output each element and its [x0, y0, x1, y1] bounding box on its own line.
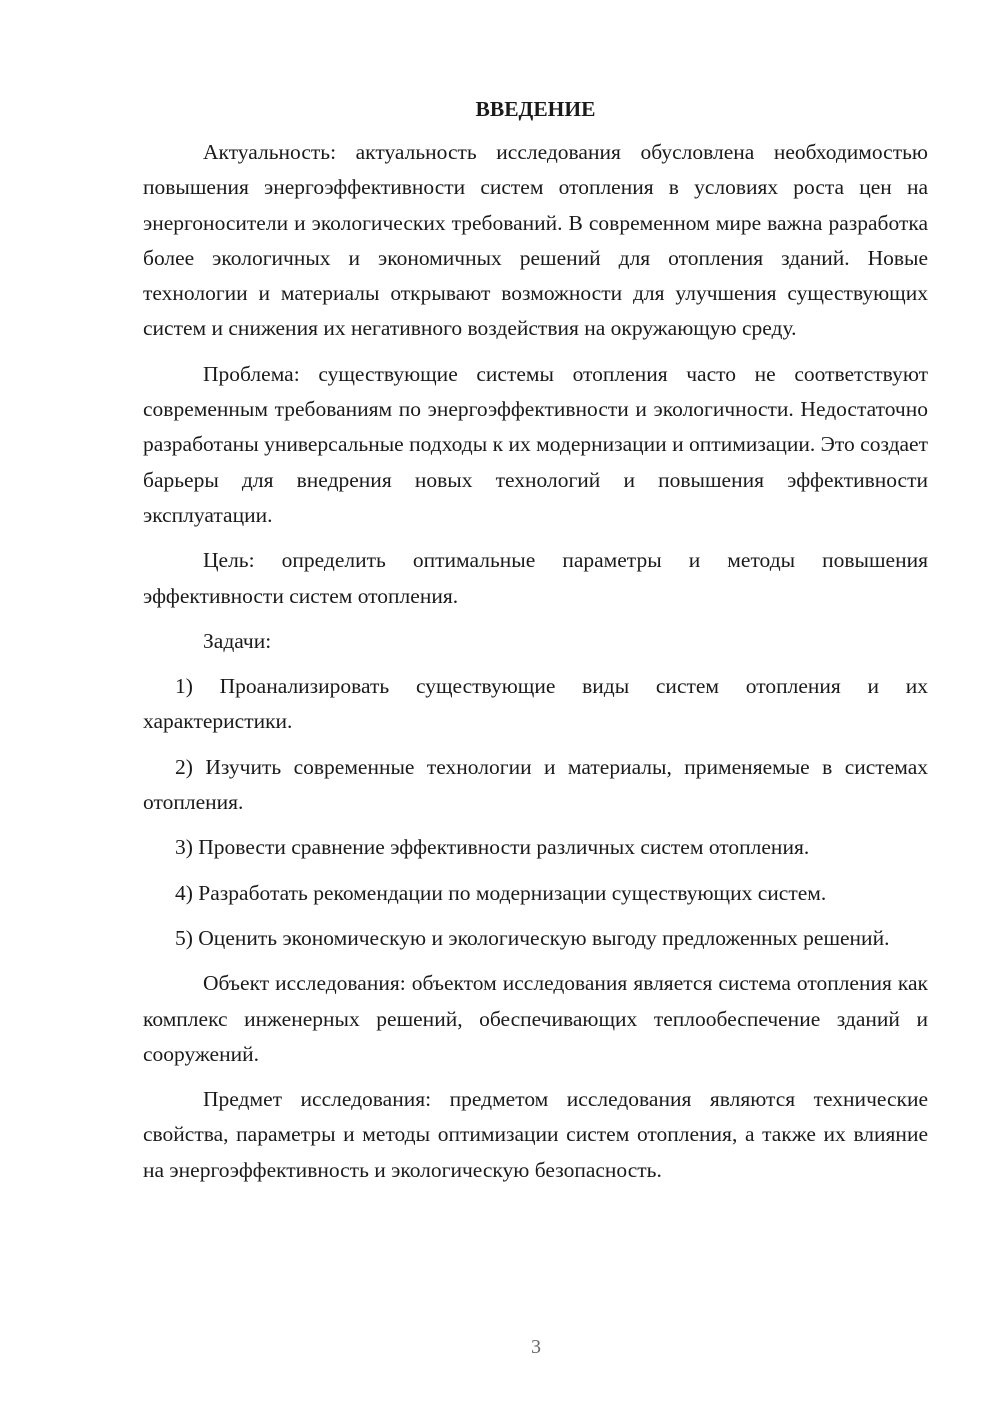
paragraph-problem: Проблема: существующие системы отопления часто не соответствуют современным требованиям по энергоэффективности и экологичности. Недостаточно разработаны универсальные подходы к их модернизации и оптимизации. Это создает барьеры для внедрения новых технологий и повышения эффективности эксплуатации.: [143, 361, 928, 527]
list-item: 1) Проанализировать существующие виды систем отопления и их характеристики.: [143, 674, 928, 734]
paragraph-object: Объект исследования: объектом исследования является система отопления как комплекс инженерных решений, обеспечивающих теплообеспечение зданий и сооружений.: [143, 971, 928, 1066]
paragraph-goal: Цель: определить оптимальные параметры и методы повышения эффективности систем отопления.: [143, 548, 928, 608]
paragraph-relevance: Актуальность: актуальность исследования обусловлена необходимостью повышения энергоэффективности систем отопления в условиях роста цен на энергоносители и экологических требований. В современном мире важна разработка более экологичных и экономичных решений для отопления зданий. Новые технологии и материалы открывают возможности для улучшения существующих систем и снижения их негативного воздействия на окружающую среду.: [143, 140, 928, 341]
tasks-label: Задачи:: [203, 628, 272, 653]
page-content: [143, 92, 928, 1198]
list-item: 4) Разработать рекомендации по модернизации существующих систем.: [175, 880, 827, 905]
list-item: 5) Оценить экономическую и экологическую выгоду предложенных решений.: [175, 925, 890, 950]
page-number: 3: [531, 1336, 541, 1358]
list-item: 2) Изучить современные технологии и материалы, применяемые в системах отопления.: [143, 754, 928, 815]
tasks-list: [143, 669, 928, 956]
section-heading: ВВЕДЕНИЕ: [475, 97, 596, 121]
paragraph-subject: Предмет исследования: предметом исследования являются технические свойства, параметры и методы оптимизации систем отопления, а также их влияние на энергоэффективность и экологическую безопасность.: [143, 1087, 928, 1182]
list-item: 3) Провести сравнение эффективности различных систем отопления.: [175, 835, 810, 860]
